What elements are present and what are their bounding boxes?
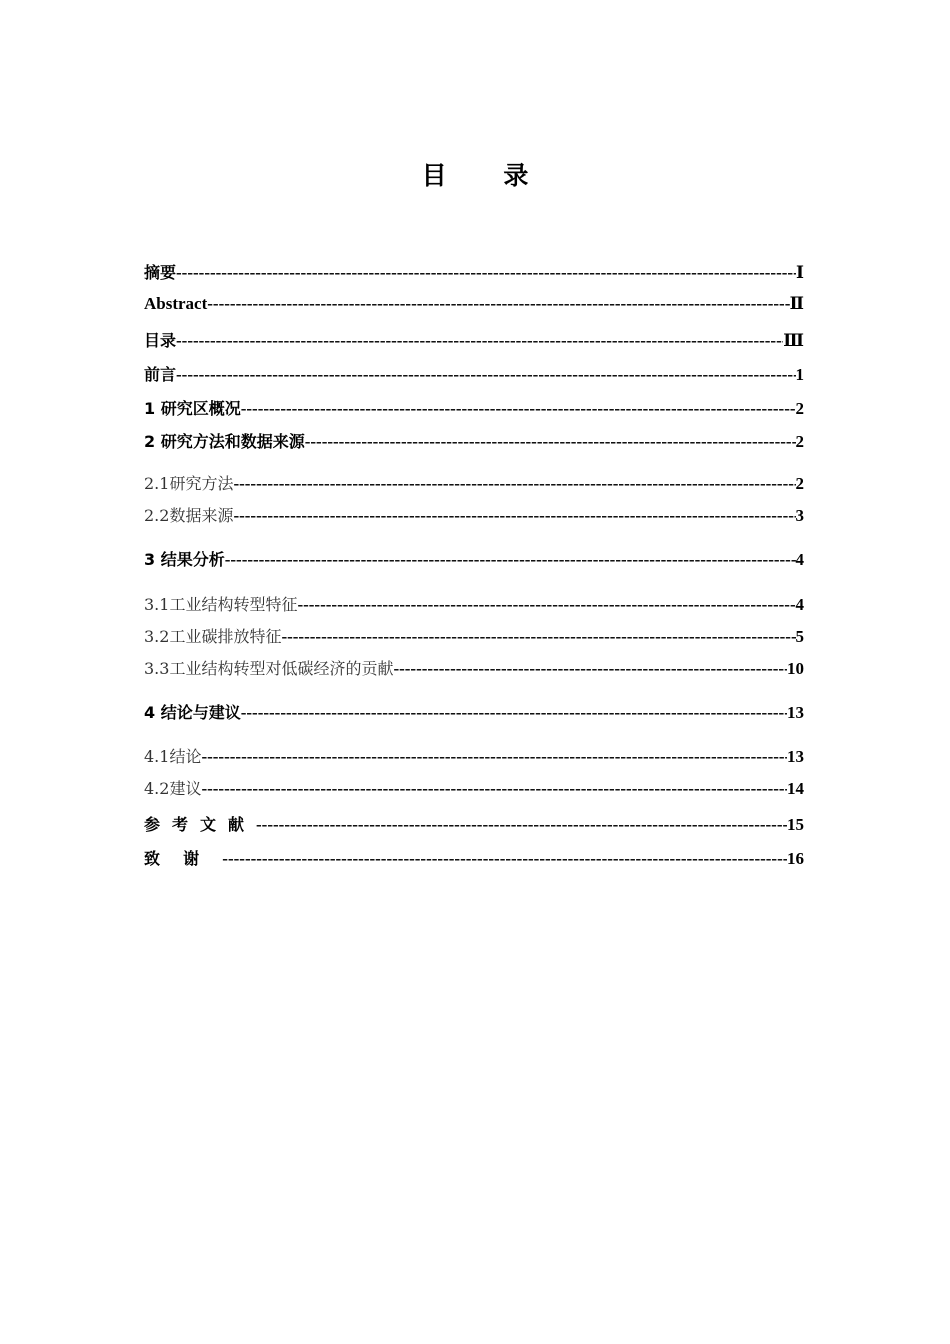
toc-entry-label: 目录 bbox=[144, 331, 177, 350]
toc-entry-section-2-1[interactable] bbox=[144, 471, 804, 495]
toc-entry-label: 1 研究区概况 bbox=[144, 399, 241, 418]
toc-entry-label: 参考文献 bbox=[144, 815, 257, 834]
toc-entry-page: 2 bbox=[795, 474, 804, 493]
toc-leader bbox=[201, 747, 787, 767]
toc-entry-section-3-3[interactable] bbox=[144, 656, 804, 680]
toc-entry-section-1[interactable] bbox=[144, 396, 804, 420]
toc-entry-label: 致 谢 bbox=[144, 849, 223, 868]
toc-leader bbox=[393, 659, 787, 679]
toc-entry-section-3[interactable] bbox=[144, 547, 804, 571]
toc-entry-page: 2 bbox=[795, 432, 804, 451]
toc-entry-page: 10 bbox=[787, 659, 804, 678]
toc-entry-page: 4 bbox=[795, 595, 804, 614]
toc-leader bbox=[305, 432, 796, 452]
toc-entry-section-3-1[interactable] bbox=[144, 592, 804, 616]
toc-entry-page: 4 bbox=[795, 550, 804, 569]
toc-entry-references[interactable] bbox=[144, 812, 804, 836]
toc-leader bbox=[233, 506, 795, 526]
toc-leader bbox=[256, 815, 787, 835]
toc-entry-section-4[interactable] bbox=[144, 700, 804, 724]
toc-entry-label: 4 结论与建议 bbox=[144, 703, 241, 722]
toc-entry-section-4-1[interactable] bbox=[144, 744, 804, 768]
toc-entry-label: 3.1工业结构转型特征 bbox=[144, 595, 298, 614]
toc-leader bbox=[222, 849, 787, 869]
toc-leader bbox=[201, 779, 787, 799]
toc-leader bbox=[225, 550, 796, 570]
toc-entry-page: 1 bbox=[795, 365, 804, 384]
toc-entry-page: 13 bbox=[787, 747, 804, 766]
toc-entry-section-4-2[interactable] bbox=[144, 776, 804, 800]
toc-entry-label: 4.2建议 bbox=[144, 779, 202, 798]
toc-entry-label: Abstract bbox=[144, 294, 208, 313]
toc-entry-page: 3 bbox=[795, 506, 804, 525]
toc-entry-label: 前言 bbox=[144, 365, 177, 384]
toc-leader bbox=[176, 365, 795, 385]
toc-entry-label: 摘要 bbox=[144, 263, 177, 282]
page-title: 目 录 bbox=[421, 161, 553, 190]
toc-leader bbox=[176, 331, 783, 351]
toc-leader bbox=[241, 399, 796, 419]
toc-entry-label: 3 结果分析 bbox=[144, 550, 225, 569]
toc-entry-page: 5 bbox=[795, 627, 804, 646]
toc-entry-label: 4.1结论 bbox=[144, 747, 202, 766]
toc-entry-page: 16 bbox=[787, 849, 804, 868]
toc-entry-page: 2 bbox=[795, 399, 804, 418]
toc-entry-abstract-cn[interactable] bbox=[144, 260, 804, 284]
toc-entry-preface[interactable] bbox=[144, 362, 804, 386]
toc-entry-section-2-2[interactable] bbox=[144, 503, 804, 527]
toc-entry-page: Ⅰ bbox=[796, 263, 804, 282]
toc-entry-acknowledgements[interactable] bbox=[144, 846, 804, 870]
toc-leader bbox=[297, 595, 795, 615]
toc-entry-label: 2.1研究方法 bbox=[144, 474, 234, 493]
toc-entry-page: 13 bbox=[787, 703, 804, 722]
toc-entry-section-3-2[interactable] bbox=[144, 624, 804, 648]
toc-leader bbox=[207, 294, 789, 314]
toc-entry-page: 15 bbox=[787, 815, 804, 834]
toc-leader bbox=[176, 263, 796, 283]
toc-entry-page: Ⅲ bbox=[783, 331, 804, 350]
toc-entry-label: 3.3工业结构转型对低碳经济的贡献 bbox=[144, 659, 394, 678]
toc-entry-section-2[interactable] bbox=[144, 429, 804, 453]
toc-entry-page: Ⅱ bbox=[789, 294, 804, 313]
toc-entry-label: 2 研究方法和数据来源 bbox=[144, 432, 305, 451]
toc-leader bbox=[233, 474, 795, 494]
toc-entry-page: 14 bbox=[787, 779, 804, 798]
toc-leader bbox=[241, 703, 787, 723]
toc-leader bbox=[281, 627, 795, 647]
toc-entry-label: 3.2工业碳排放特征 bbox=[144, 627, 282, 646]
toc-entry-contents[interactable] bbox=[144, 328, 804, 352]
toc-entry-label: 2.2数据来源 bbox=[144, 506, 234, 525]
toc-entry-abstract-en[interactable] bbox=[144, 294, 804, 318]
